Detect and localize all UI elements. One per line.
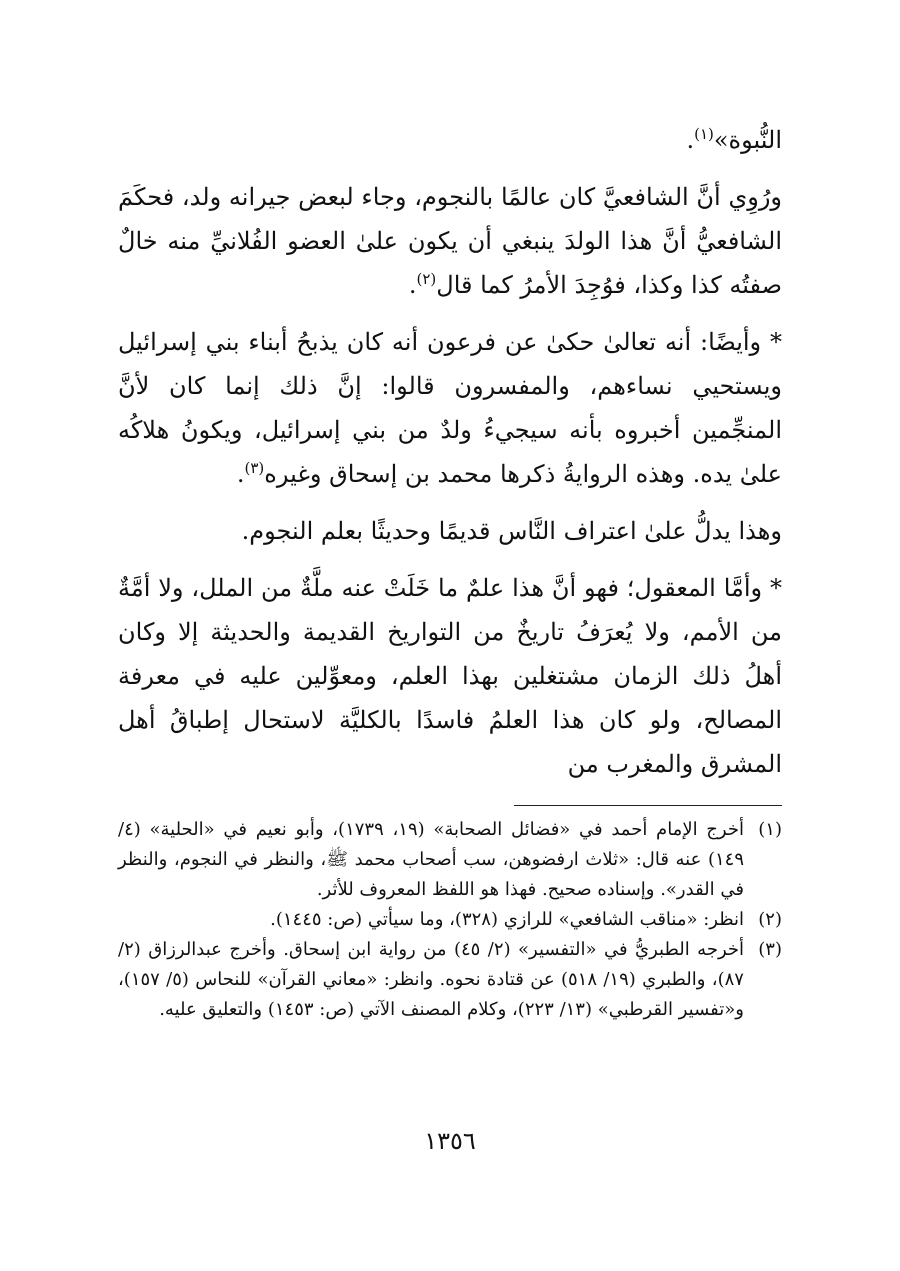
footnote-1 — [118, 815, 782, 905]
footnote-text: أخرجه الطبريُّ في «التفسير» (٢/ ٤٥) من رواية ابن إسحاق. وأخرج عبدالرزاق (٢/ ٨٧)، والطبري (١٩/ ٥١٨) عن قتادة نحوه. وانظر: «معاني القرآن» للنحاس (٥/ ١٥٧)، و«تفسير القرطبي» (١٣/ ٢٢٣)، وكلام المصنف الآتي (ص: ١٤٥٣) والتعليق عليه. — [118, 939, 745, 1020]
footnotes — [118, 815, 782, 1025]
footnote-number: (٣) — [758, 939, 782, 960]
paragraph-continuation: النُّبوة»$^{(١)}$. — [686, 125, 782, 154]
paragraph-shafii: ورُوِي أنَّ الشافعيَّ كان عالمًا بالنجوم، وجاء لبعض جيرانه ولد، فحكَمَ الشافعيُّ أنَّ هذا الولدَ ينبغي أن يكون علىٰ العضو الفُلانيِّ منه خالٌ صفتُه كذا وكذا، فوُجِدَ الأمرُ كما قال$^{(٢)}$. — [118, 183, 783, 299]
footnote-number: (٢) — [758, 909, 782, 930]
paragraph-reason: * وأمَّا المعقول؛ فهو أنَّ هذا علمٌ ما خَلَتْ عنه ملَّةٌ من الملل، ولا أمَّةٌ من الأمم، ولا يُعرَفُ تاريخٌ من التواريخ القديمة والحديثة إلا وكان أهلُ ذلك الزمان مشتغلين بهذا العلم، ومعوِّلين عليه في معرفة المصالح، ولو كان هذا العلمُ فاسدًا بالكليَّة لاستحال إطباقُ أهل المشرق والمغرب من — [118, 574, 782, 778]
footnote-text: انظر: «مناقب الشافعي» للرازي (٣٢٨)، وما سيأتي (ص: ١٤٤٥). — [270, 909, 744, 930]
main-text — [118, 118, 782, 786]
paragraph-recognition: وهذا يدلُّ علىٰ اعتراف النَّاس قديمًا وحديثًا بعلم النجوم. — [241, 517, 782, 545]
page-number: ١٣٥٦ — [424, 1127, 476, 1155]
asterisk-marker: * — [770, 328, 782, 356]
footnote-3 — [118, 935, 782, 1025]
asterisk-marker: * — [770, 574, 782, 602]
footnote-text: أخرج الإمام أحمد في «فضائل الصحابة» (١٩، ١٧٣٩)، وأبو نعيم في «الحلية» (٤/ ١٤٩) عنه قال: «ثلاث ارفضوهن، سب أصحاب محمد ﷺ، والنظر في النجوم، والنظر في القدر». وإسناده صحيح. فهذا هو اللفظ المعروف للأثر. — [118, 819, 744, 900]
footnote-ref-2[interactable]: (٢) — [416, 270, 437, 288]
footnote-number: (١) — [758, 819, 782, 840]
footnote-2 — [118, 905, 782, 935]
footnote-ref-1[interactable]: (١) — [694, 125, 714, 143]
footnote-separator — [514, 805, 782, 806]
paragraph-pharaoh: * وأيضًا: أنه تعالىٰ حكىٰ عن فرعون أنه كان يذبحُ أبناء بني إسرائيل ويستحيي نساءهم، والمفسرون قالوا: إنَّ ذلك إنما كان لأنَّ المنجِّمين أخبروه بأنه سيجيءُ ولدٌ من بني إسرائيل، ويكونُ هلاكُه علىٰ يده. وهذه الروايةُ ذكرها محمد بن إسحاق وغيره$^{(٣)}$. — [118, 328, 783, 488]
footnote-ref-3[interactable]: (٣) — [244, 459, 265, 477]
